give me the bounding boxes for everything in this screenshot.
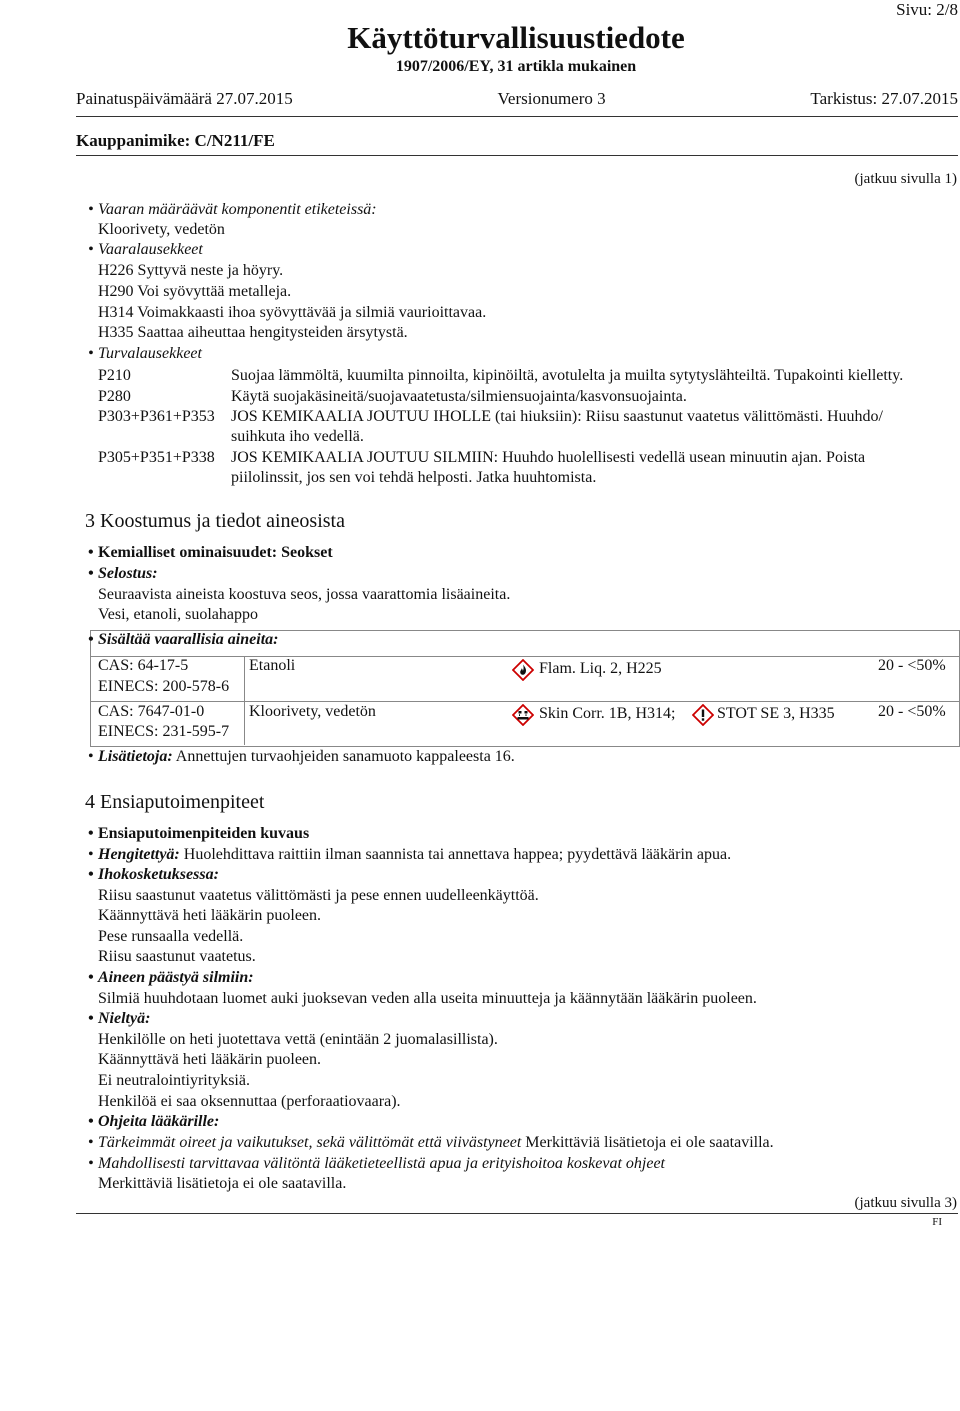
ingestion-text: Ei neutralointiyrityksiä. [98,1072,250,1089]
p-text-cont: suihkuta iho vedellä. [231,428,364,445]
p-code: P210 [98,367,131,384]
einecs-number: EINECS: 200-578-6 [98,678,230,695]
substance-name: Etanoli [249,657,296,674]
footer-divider [76,1213,958,1214]
p-text: JOS KEMIKAALIA JOUTUU SILMIIN: Huuhdo huolellisesti vedellä usean minuutin ajan. Poista [231,449,866,466]
print-date: Painatuspäivämäärä 27.07.2015 [76,89,293,108]
h-statement: H290 Voi syövyttää metalleja. [98,283,292,300]
p-code: P305+P351+P338 [98,449,215,466]
revision-date: Tarkistus: 27.07.2015 [810,89,958,108]
inhalation [98,846,731,864]
skin-contact-text: Riisu saastunut vaatetus välittömästi ja pese ennen uudelleenkäyttöä. [98,887,539,904]
treatment-label: • Mahdollisesti tarvittavaa välitöntä lääketieteellistä apua ja erityishoitoa koskevat ohjeet [98,1155,665,1173]
first-aid-description-label: • Ensiaputoimenpiteiden kuvaus [98,825,309,843]
document-title: Käyttöturvallisuustiedote [347,20,685,55]
version-number: Versionumero 3 [497,89,606,108]
table-divider [91,656,959,657]
corrosion-icon [512,704,534,726]
skin-contact-text: Pese runsaalla vedellä. [98,928,244,945]
components-label: • Vaaran määräävät komponentit etiketeissä: [98,201,377,219]
continued-from: (jatkuu sivulla 1) [854,171,957,187]
language-code: FI [932,1216,942,1228]
skin-contact-label: • Ihokosketuksessa: [98,866,219,884]
continued-to: (jatkuu sivulla 3) [854,1195,957,1211]
description-text-2: Vesi, etanoli, suolahappo [98,606,258,623]
classification: Flam. Liq. 2, H225 [539,660,662,677]
einecs-number: EINECS: 231-595-7 [98,723,230,740]
classification-2: STOT SE 3, H335 [717,705,835,722]
inhalation-text: Huolehdittava raittiin ilman saannista tai annettava happea; pyydettävä lääkärin apua. [183,846,732,863]
description-label: • Selostus: [98,565,158,583]
table-divider [244,656,245,745]
contains-label: • Sisältää vaarallisia aineita: [98,631,278,649]
section-4-title: 4 Ensiaputoimenpiteet [85,791,265,813]
h-statements-label: • Vaaralausekkeet [98,241,203,259]
ingestion-text: Henkilölle on heti juotettava vettä (enintään 2 juomalasillista). [98,1031,498,1048]
ingestion-text: Henkilöä ei saa oksennuttaa (perforaatiovaara). [98,1093,401,1110]
components-value: Kloorivety, vedetön [98,221,225,238]
classification: Skin Corr. 1B, H314; [539,705,676,722]
exclamation-icon [692,704,714,726]
eye-contact-text: Silmiä huuhdotaan luomet auki juoksevan veden alla useita minuutteja ja käännytään lääkärin puoleen. [98,990,757,1007]
h-statement: H226 Syttyvä neste ja höyry. [98,262,284,279]
section-3-title: 3 Koostumus ja tiedot aineosista [85,510,345,532]
p-text: Suojaa lämmöltä, kuumilta pinnoilta, kipinöiltä, avotulelta ja muilta sytytyslähteiltä. Tupakointi kielletty. [231,367,904,384]
p-code: P280 [98,388,131,405]
header-divider [76,116,958,117]
chem-properties-label: • Kemialliset ominaisuudet: Seokset [98,544,333,562]
substance-name: Kloorivety, vedetön [249,703,376,720]
p-statements-label: • Turvalausekkeet [98,345,202,363]
concentration: 20 - <50% [878,657,946,674]
cas-number: CAS: 7647-01-0 [98,703,205,720]
skin-contact-text: Käännyttävä heti lääkärin puoleen. [98,907,322,924]
flame-icon [512,659,534,681]
p-code: P303+P361+P353 [98,408,215,425]
p-text: JOS KEMIKAALIA JOUTUU IHOLLE (tai hiuksiin): Riisu saastunut vaatetus välittömästi. Huuhdo/ [231,408,883,425]
ingestion-text: Käännyttävä heti lääkärin puoleen. [98,1051,322,1068]
h-statement: H314 Voimakkaasti ihoa syövyttävää ja silmiä vaurioittavaa. [98,304,487,321]
symptoms [98,1134,774,1152]
header-divider-2 [76,155,958,156]
doctor-notes-label: • Ohjeita lääkärille: [98,1113,219,1131]
concentration: 20 - <50% [878,703,946,720]
p-text-cont: piilolinssit, jos sen voi tehdä helposti. Jatka huuhtomista. [231,469,597,486]
skin-contact-text: Riisu saastunut vaatetus. [98,948,256,965]
document-subtitle: 1907/2006/EY, 31 artikla mukainen [395,58,637,75]
h-statement: H335 Saattaa aiheuttaa hengitysteiden ärsytystä. [98,324,408,341]
symptoms-label: Tärkeimmät oireet ja vaikutukset, sekä välittömät että viivästyneet [98,1134,522,1151]
eye-contact-label: • Aineen päästyä silmiin: [98,969,254,987]
description-text: Seuraavista aineista koostuva seos, jossa vaarattomia lisäaineita. [98,586,511,603]
meta-row [76,89,958,109]
page-number: Sivu: 2/8 [896,0,958,19]
trade-name: Kauppanimike: C/N211/FE [76,131,275,150]
p-text: Käytä suojakäsineitä/suojavaatetusta/silmiensuojainta/kasvonsuojainta. [231,388,687,405]
treatment-text: Merkittäviä lisätietoja ei ole saatavilla. [98,1175,347,1192]
inhalation-label: Hengitettyä: [98,846,180,863]
additional-info [98,748,515,766]
ingestion-label: • Nieltyä: [98,1010,150,1028]
symptoms-text: Merkittäviä lisätietoja ei ole saatavilla. [525,1134,774,1151]
additional-info-text: Annettujen turvaohjeiden sanamuoto kappaleesta 16. [175,748,515,765]
table-divider [91,701,959,702]
additional-info-label: Lisätietoja: [98,748,173,765]
cas-number: CAS: 64-17-5 [98,657,189,674]
